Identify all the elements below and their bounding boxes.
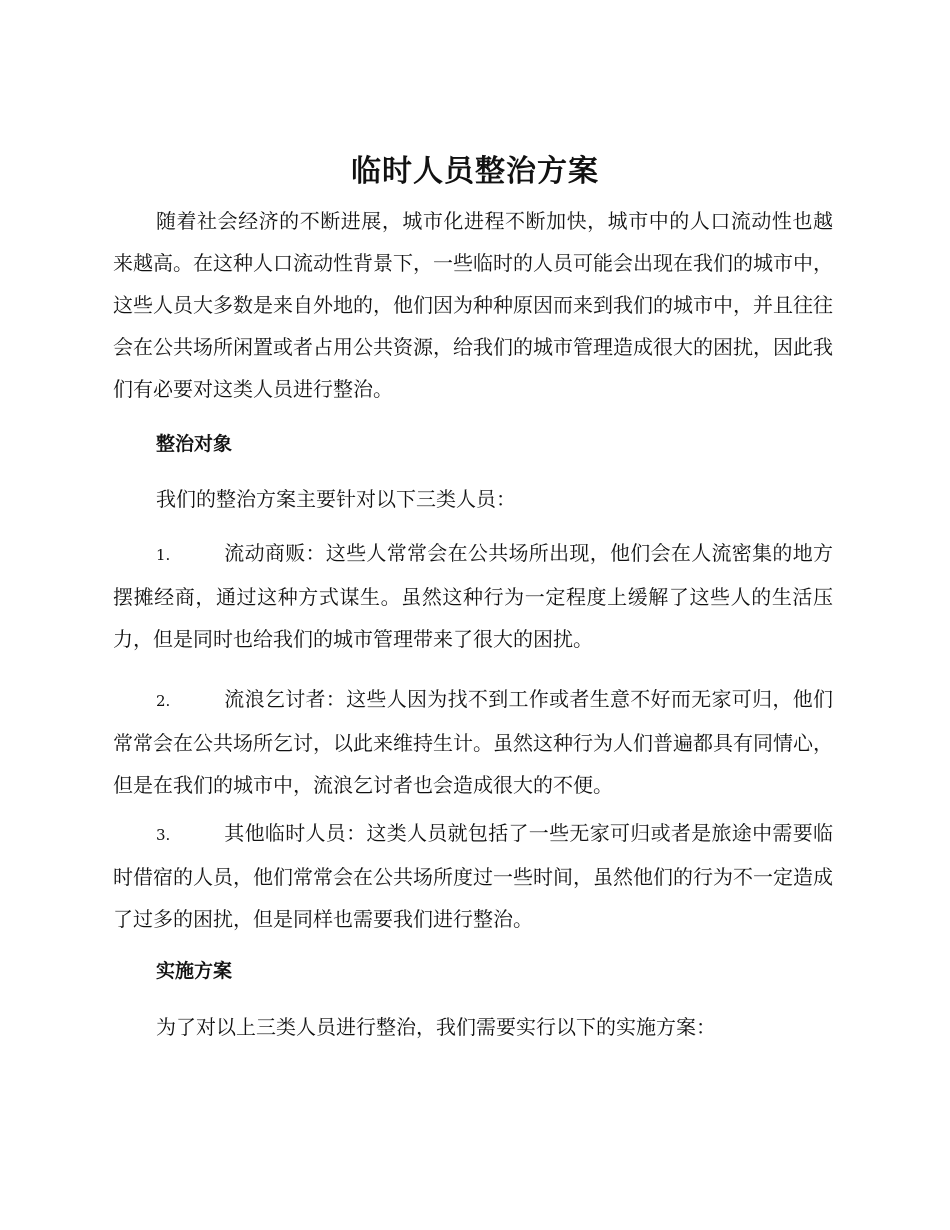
section-heading-targets: 整治对象 — [156, 433, 233, 455]
document-title: 临时人员整治方案 — [351, 154, 599, 189]
list-item-text: 其他临时人员：这类人员就包括了一些无家可归或者是旅途中需要临时借宿的人员，他们常常会在公共场所度过一些时间，虽然他们的行为不一定造成了过多的困扰，但是同样也需要我们进行整治。 — [113, 821, 833, 931]
list-item-text: 流动商贩：这些人常常会在公共场所出现，他们会在人流密集的地方摆摊经商，通过这种方式谋生。虽然这种行为一定程度上缓解了这些人的生活压力，但是同时也给我们的城市管理带来了很大的困扰。 — [113, 541, 833, 651]
list-item — [113, 812, 833, 940]
list-item — [113, 532, 833, 660]
list-item-number: 1. — [156, 546, 171, 564]
intro-paragraph: 随着社会经济的不断进展，城市化进程不断加快，城市中的人口流动性也越来越高。在这种人口流动性背景下，一些临时的人员可能会出现在我们的城市中，这些人员大多数是来自外地的，他们因为种种原因而来到我们的城市中，并且往往会在公共场所闲置或者占用公共资源，给我们的城市管理造成很大的困扰，因此我们有必要对这类人员进行整治。 — [113, 209, 833, 401]
section-lead-targets: 我们的整治方案主要针对以下三类人员： — [156, 487, 516, 511]
list-item-number: 3. — [156, 826, 171, 844]
list-item-number: 2. — [156, 692, 171, 710]
section-heading-implementation: 实施方案 — [156, 960, 233, 982]
list-item — [113, 678, 833, 806]
list-item-text: 流浪乞讨者：这些人因为找不到工作或者生意不好而无家可归，他们常常会在公共场所乞讨，以此来维持生计。虽然这种行为人们普遍都具有同情心，但是在我们的城市中，流浪乞讨者也会造成很大的不便。 — [113, 687, 833, 797]
section-lead-implementation: 为了对以上三类人员进行整治，我们需要实行以下的实施方案： — [156, 1015, 716, 1039]
